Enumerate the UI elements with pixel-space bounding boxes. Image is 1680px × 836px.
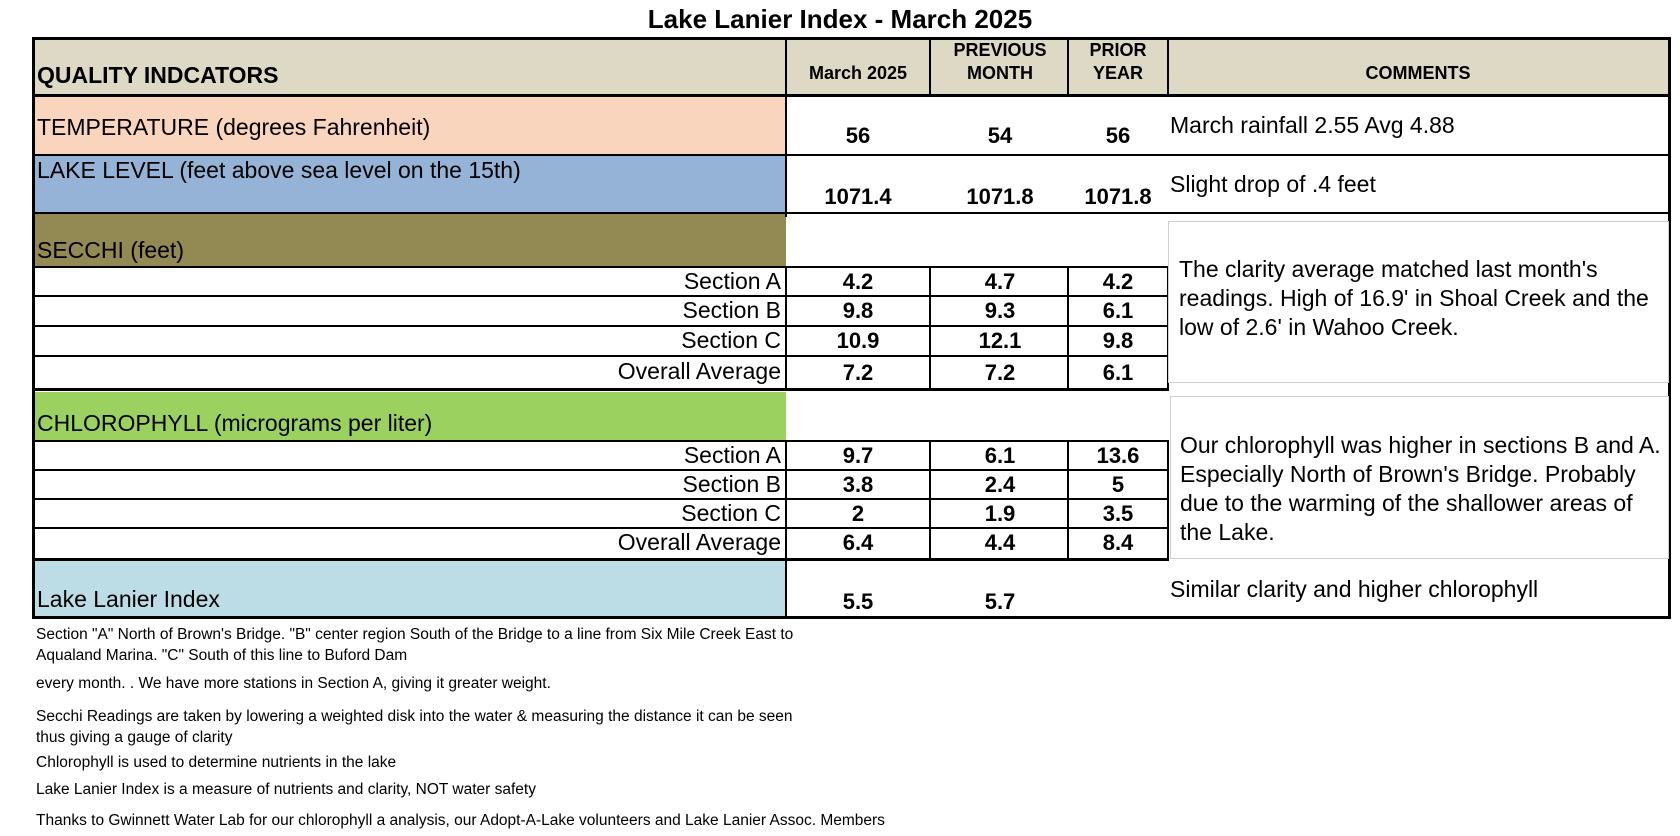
divider <box>1067 440 1069 561</box>
divider <box>32 469 1168 471</box>
divider <box>929 440 931 561</box>
chlorophyll-comment: Our chlorophyll was higher in sections B and A. Especially North of Brown's Bridge. Probably due to the warming of the shallower areas of the Lake. <box>1180 432 1661 545</box>
header-col-current: March 2025 <box>808 63 908 83</box>
lake-level-previous: 1071.8 <box>966 184 1034 209</box>
chlorophyll-a-current: 9.7 <box>842 443 874 468</box>
divider <box>1067 37 1069 95</box>
chlorophyll-b-prior: 5 <box>1111 472 1125 497</box>
divider <box>32 558 1168 561</box>
secchi-b-previous: 9.3 <box>984 298 1016 323</box>
divider <box>929 266 931 391</box>
index-label: Lake Lanier Index <box>37 586 220 612</box>
divider <box>1167 440 1169 561</box>
note-index: Lake Lanier Index is a measure of nutrients and clarity, NOT water safety <box>36 781 536 798</box>
header-quality-indicators: QUALITY INDCATORS <box>37 62 279 88</box>
chlorophyll-avg-prior: 8.4 <box>1102 530 1134 555</box>
chlorophyll-c-previous: 1.9 <box>984 501 1016 526</box>
temperature-previous: 54 <box>987 123 1013 148</box>
secchi-row-label: Section A <box>683 268 781 294</box>
lake-level-current: 1071.4 <box>824 184 892 209</box>
temperature-prior: 56 <box>1105 123 1131 148</box>
chlorophyll-avg-current: 6.4 <box>842 530 874 555</box>
secchi-comment: The clarity average matched last month's readings. High of 16.9' in Shoal Creek and the low of 2.6' in Wahoo Creek. <box>1179 256 1649 340</box>
divider <box>785 37 787 217</box>
divider <box>32 527 1168 529</box>
header-col-prior: PRIOR YEAR <box>1089 40 1147 83</box>
divider <box>785 266 787 391</box>
chlorophyll-b-previous: 2.4 <box>984 472 1016 497</box>
secchi-row-label: Overall Average <box>617 358 781 384</box>
secchi-c-previous: 12.1 <box>978 328 1022 353</box>
divider <box>32 440 1168 442</box>
chlorophyll-a-previous: 6.1 <box>984 443 1016 468</box>
secchi-a-previous: 4.7 <box>984 269 1016 294</box>
divider <box>929 37 931 95</box>
divider <box>32 94 1671 97</box>
secchi-row-label: Section C <box>681 327 781 353</box>
chlorophyll-row-label: Section A <box>683 442 781 468</box>
chlorophyll-a-prior: 13.6 <box>1096 443 1140 468</box>
lake-level-label: LAKE LEVEL (feet above sea level on the 15th) <box>37 157 521 183</box>
secchi-row-label: Section B <box>682 297 781 323</box>
divider <box>32 498 1168 500</box>
index-current: 5.5 <box>842 589 874 614</box>
divider <box>32 212 1671 214</box>
chlorophyll-c-current: 2 <box>851 501 865 526</box>
temperature-current: 56 <box>845 123 871 148</box>
secchi-label: SECCHI (feet) <box>37 237 184 263</box>
secchi-avg-previous: 7.2 <box>984 360 1016 385</box>
secchi-avg-prior: 6.1 <box>1102 360 1134 385</box>
divider <box>32 295 1168 297</box>
divider <box>1167 37 1169 95</box>
chlorophyll-avg-previous: 4.4 <box>984 530 1016 555</box>
divider <box>785 558 787 618</box>
header-col-previous: PREVIOUS MONTH <box>953 40 1047 83</box>
divider <box>1067 266 1069 391</box>
secchi-c-prior: 9.8 <box>1102 328 1134 353</box>
note-thanks: Thanks to Gwinnett Water Lab for our chlorophyll a analysis, our Adopt-A-Lake volunteers and Lake Lanier Assoc. Members <box>36 812 885 829</box>
divider <box>32 154 1671 156</box>
note-stations: every month. . We have more stations in Section A, giving it greater weight. <box>36 675 551 692</box>
divider <box>32 325 1168 327</box>
secchi-b-current: 9.8 <box>842 298 874 323</box>
secchi-a-current: 4.2 <box>842 269 874 294</box>
divider <box>32 388 1168 391</box>
divider <box>32 355 1168 357</box>
page-title: Lake Lanier Index - March 2025 <box>647 4 1033 34</box>
divider <box>32 266 1168 268</box>
chlorophyll-b-current: 3.8 <box>842 472 874 497</box>
secchi-a-prior: 4.2 <box>1102 269 1134 294</box>
index-comment: Similar clarity and higher chlorophyll <box>1170 576 1539 602</box>
chlorophyll-row-label: Section B <box>682 471 781 497</box>
lake-level-prior: 1071.8 <box>1084 184 1152 209</box>
temperature-label: TEMPERATURE (degrees Fahrenheit) <box>37 114 431 140</box>
lake-level-comment: Slight drop of .4 feet <box>1170 171 1376 197</box>
chlorophyll-c-prior: 3.5 <box>1102 501 1134 526</box>
header-col-comments: COMMENTS <box>1365 63 1471 83</box>
chlorophyll-row-label: Overall Average <box>617 529 781 555</box>
note-sections: Section "A" North of Brown's Bridge. "B" center region South of the Bridge to a line from Six Mile Creek East to Aqualand Marina. "C" South of this line to Buford Dam <box>36 626 794 664</box>
temperature-comment: March rainfall 2.55 Avg 4.88 <box>1170 112 1455 138</box>
secchi-c-current: 10.9 <box>836 328 880 353</box>
index-previous: 5.7 <box>984 589 1016 614</box>
chlorophyll-row-label: Section C <box>681 500 781 526</box>
note-secchi: Secchi Readings are taken by lowering a weighted disk into the water & measuring the distance it can be seen thus giving a gauge of clarity <box>36 708 793 746</box>
divider <box>785 440 787 561</box>
secchi-avg-current: 7.2 <box>842 360 874 385</box>
chlorophyll-label: CHLOROPHYLL (micrograms per liter) <box>37 410 433 436</box>
note-chlorophyll: Chlorophyll is used to determine nutrients in the lake <box>36 754 397 771</box>
secchi-b-prior: 6.1 <box>1102 298 1134 323</box>
